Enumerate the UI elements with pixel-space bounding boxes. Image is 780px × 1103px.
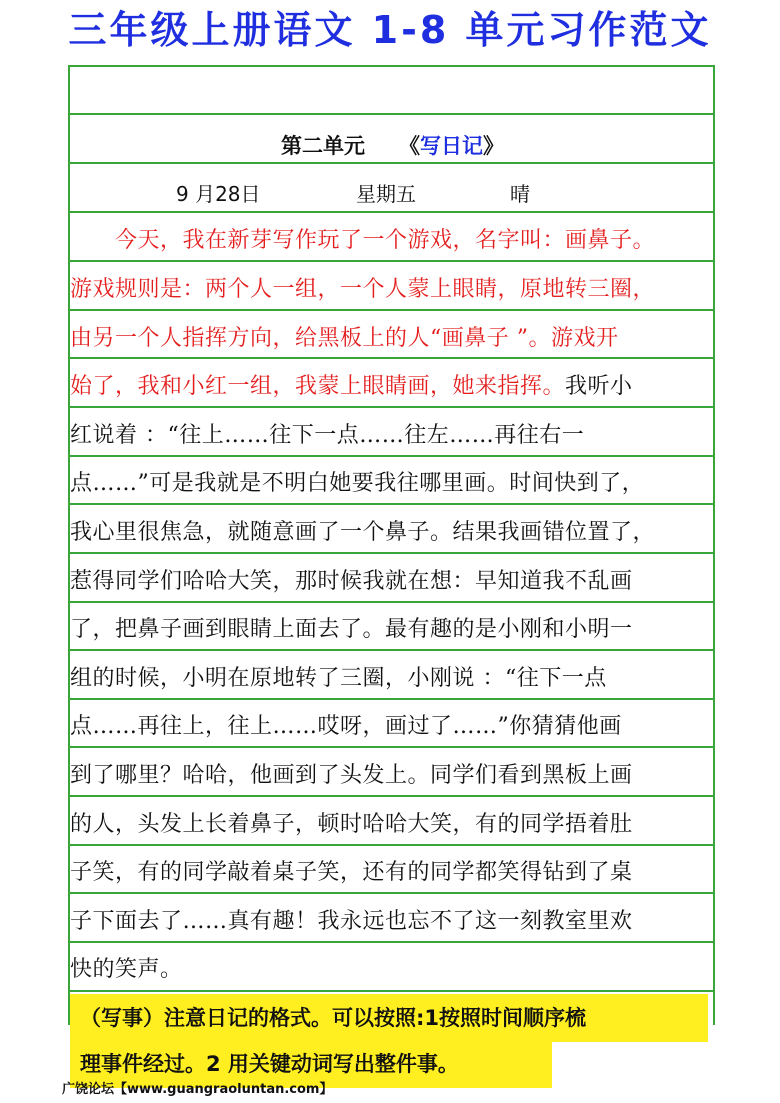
- diary-weekday: 星期五: [356, 182, 416, 206]
- writing-tip-line-1: （写事）注意日记的格式。可以按照:1按照时间顺序梳: [70, 994, 708, 1042]
- ruled-line: [68, 65, 715, 67]
- essay-line: 的人，头发上长着鼻子，顿时哈哈大笑，有的同学捂着肚: [70, 812, 633, 837]
- bracket-open: 《: [399, 134, 420, 158]
- essay-line: 我心里很焦急，就随意画了一个鼻子。结果我画错位置了，: [70, 520, 656, 545]
- essay-line: 快的笑声。: [70, 957, 183, 982]
- writing-tip-line-2: 理事件经过。2 用关键动词写出整件事。: [70, 1040, 552, 1088]
- page-title: 三年级上册语文 1-8 单元习作范文: [68, 8, 712, 52]
- diary-date: 9 月28日: [176, 182, 261, 206]
- essay-line: 今天，我在新芽写作玩了一个游戏，名字叫：画鼻子。: [70, 228, 656, 253]
- essay-line-black-part: 我听小: [565, 374, 633, 399]
- essay-line: 到了哪里？哈哈，他画到了头发上。同学们看到黑板上画: [70, 763, 633, 788]
- ruled-line: [68, 113, 715, 115]
- essay-line: 点……”可是我就是不明白她要我往哪里画。时间快到了，: [70, 471, 645, 496]
- essay-line: 点……再往上，往上……哎呀，画过了……”你猜猜他画: [70, 714, 622, 739]
- essay-line: 了，把鼻子画到眼睛上面去了。最有趣的是小刚和小明一: [70, 617, 633, 642]
- essay-line: 红说着 ：“往上……往下一点……往左……再往右一: [70, 423, 585, 448]
- essay-line: 由另一个人指挥方向，给黑板上的人“画鼻子 ”。游戏开: [70, 326, 619, 351]
- diary-weather: 晴: [510, 182, 530, 206]
- essay-line: 游戏规则是：两个人一组，一个人蒙上眼睛，原地转三圈，: [70, 277, 656, 302]
- essay-line: 子笑，有的同学敲着桌子笑，还有的同学都笑得钻到了桌: [70, 860, 633, 885]
- unit-label: 第二单元: [281, 134, 365, 158]
- bracket-close: 》: [483, 134, 504, 158]
- essay-line: [70, 363, 715, 411]
- essay-line: 子下面去了……真有趣！我永远也忘不了这一刻教室里欢: [70, 909, 633, 934]
- topic-title: 写日记: [420, 134, 483, 158]
- site-footer: 广饶论坛【www.guangraoluntan.com】: [62, 1082, 333, 1097]
- essay-line: 组的时候，小明在原地转了三圈，小刚说 ：“往下一点: [70, 666, 607, 691]
- section-heading: [70, 122, 715, 170]
- essay-line: 惹得同学们哈哈大笑，那时候我就在想：早知道我不乱画: [70, 569, 633, 594]
- essay-line-red-part: 始了，我和小红一组，我蒙上眼睛画，她来指挥。: [70, 374, 566, 399]
